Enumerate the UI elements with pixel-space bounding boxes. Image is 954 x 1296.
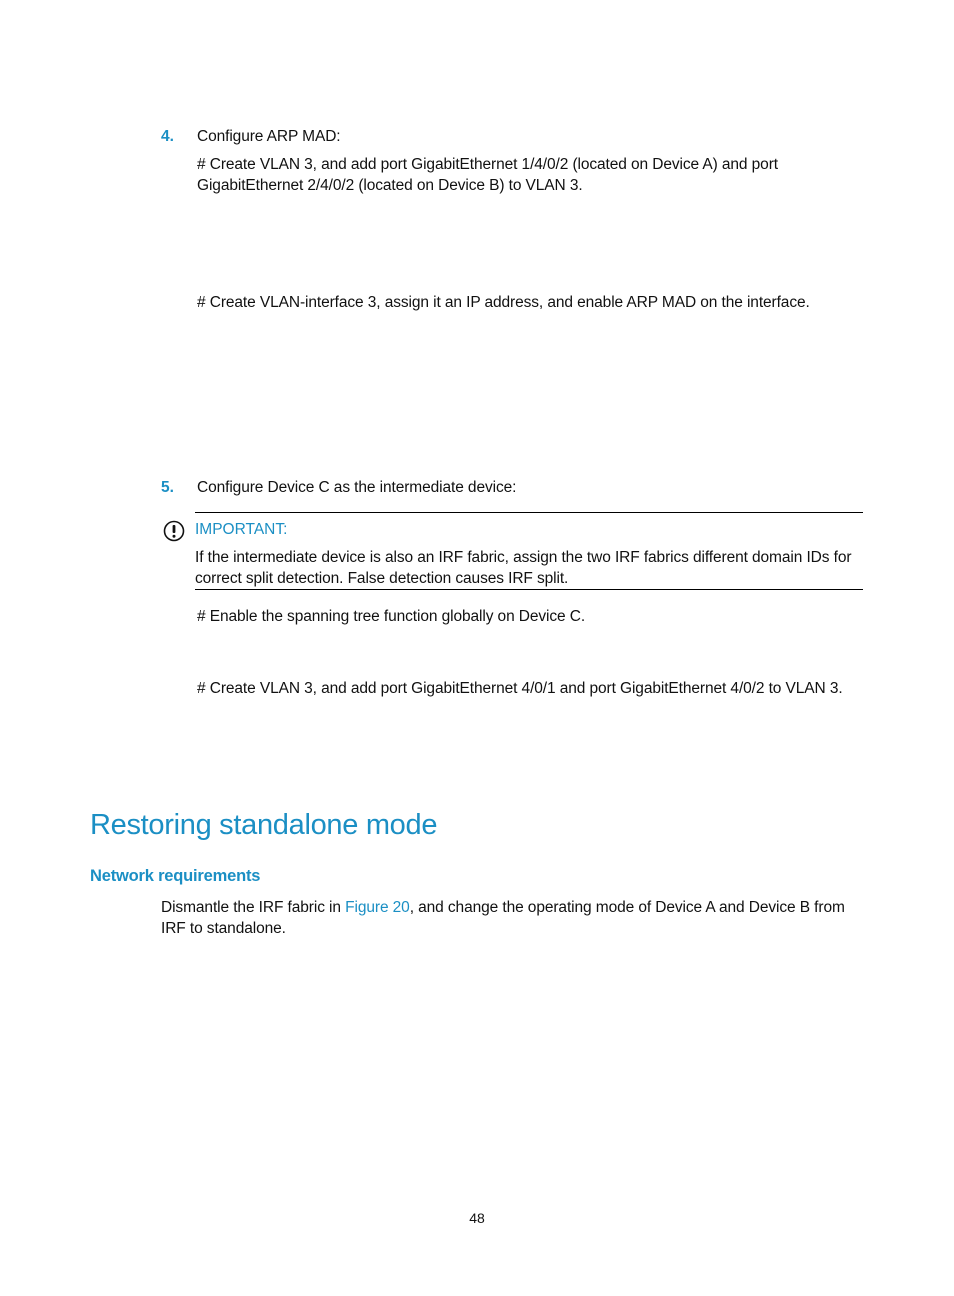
important-label: IMPORTANT: [195,521,288,538]
step-5-title: Configure Device C as the intermediate device: [197,479,517,496]
step-5-paragraph-stp: # Enable the spanning tree function globally on Device C. [197,608,586,625]
subsection-title: Network requirements [90,867,261,885]
figure-20-link[interactable]: Figure 20 [345,899,410,916]
section-title: Restoring standalone mode [90,809,438,841]
important-text: If the intermediate device is also an IRF fabric, assign the two IRF fabrics different domain IDs for correct split detection. False detection causes IRF split. [195,549,852,587]
page-number: 48 [469,1210,485,1226]
exclamation-circle-icon [163,520,185,542]
network-requirements-paragraph [161,897,865,939]
important-top-rule [195,512,863,513]
step-4-number: 4. [161,128,174,145]
paragraph-text-before-link: Dismantle the IRF fabric in [161,899,346,916]
step-4-paragraph-vlan-interface: # Create VLAN-interface 3, assign it an IP address, and enable ARP MAD on the interface. [197,294,810,311]
step-5-number: 5. [161,479,174,496]
step-5-paragraph-vlan: # Create VLAN 3, and add port GigabitEthernet 4/0/1 and port GigabitEthernet 4/0/2 to VLAN 3. [197,680,843,697]
step-4-paragraph-vlan: # Create VLAN 3, and add port GigabitEthernet 1/4/0/2 (located on Device A) and port GigabitEthernet 2/4/0/2 (located on Device B) to VLAN 3. [197,156,778,194]
paragraph-text-after-link: , and change the operating mode of Device A and Device B from IRF to standalone. [161,899,845,937]
step-4-title: Configure ARP MAD: [197,128,341,145]
important-bottom-rule [195,589,863,590]
